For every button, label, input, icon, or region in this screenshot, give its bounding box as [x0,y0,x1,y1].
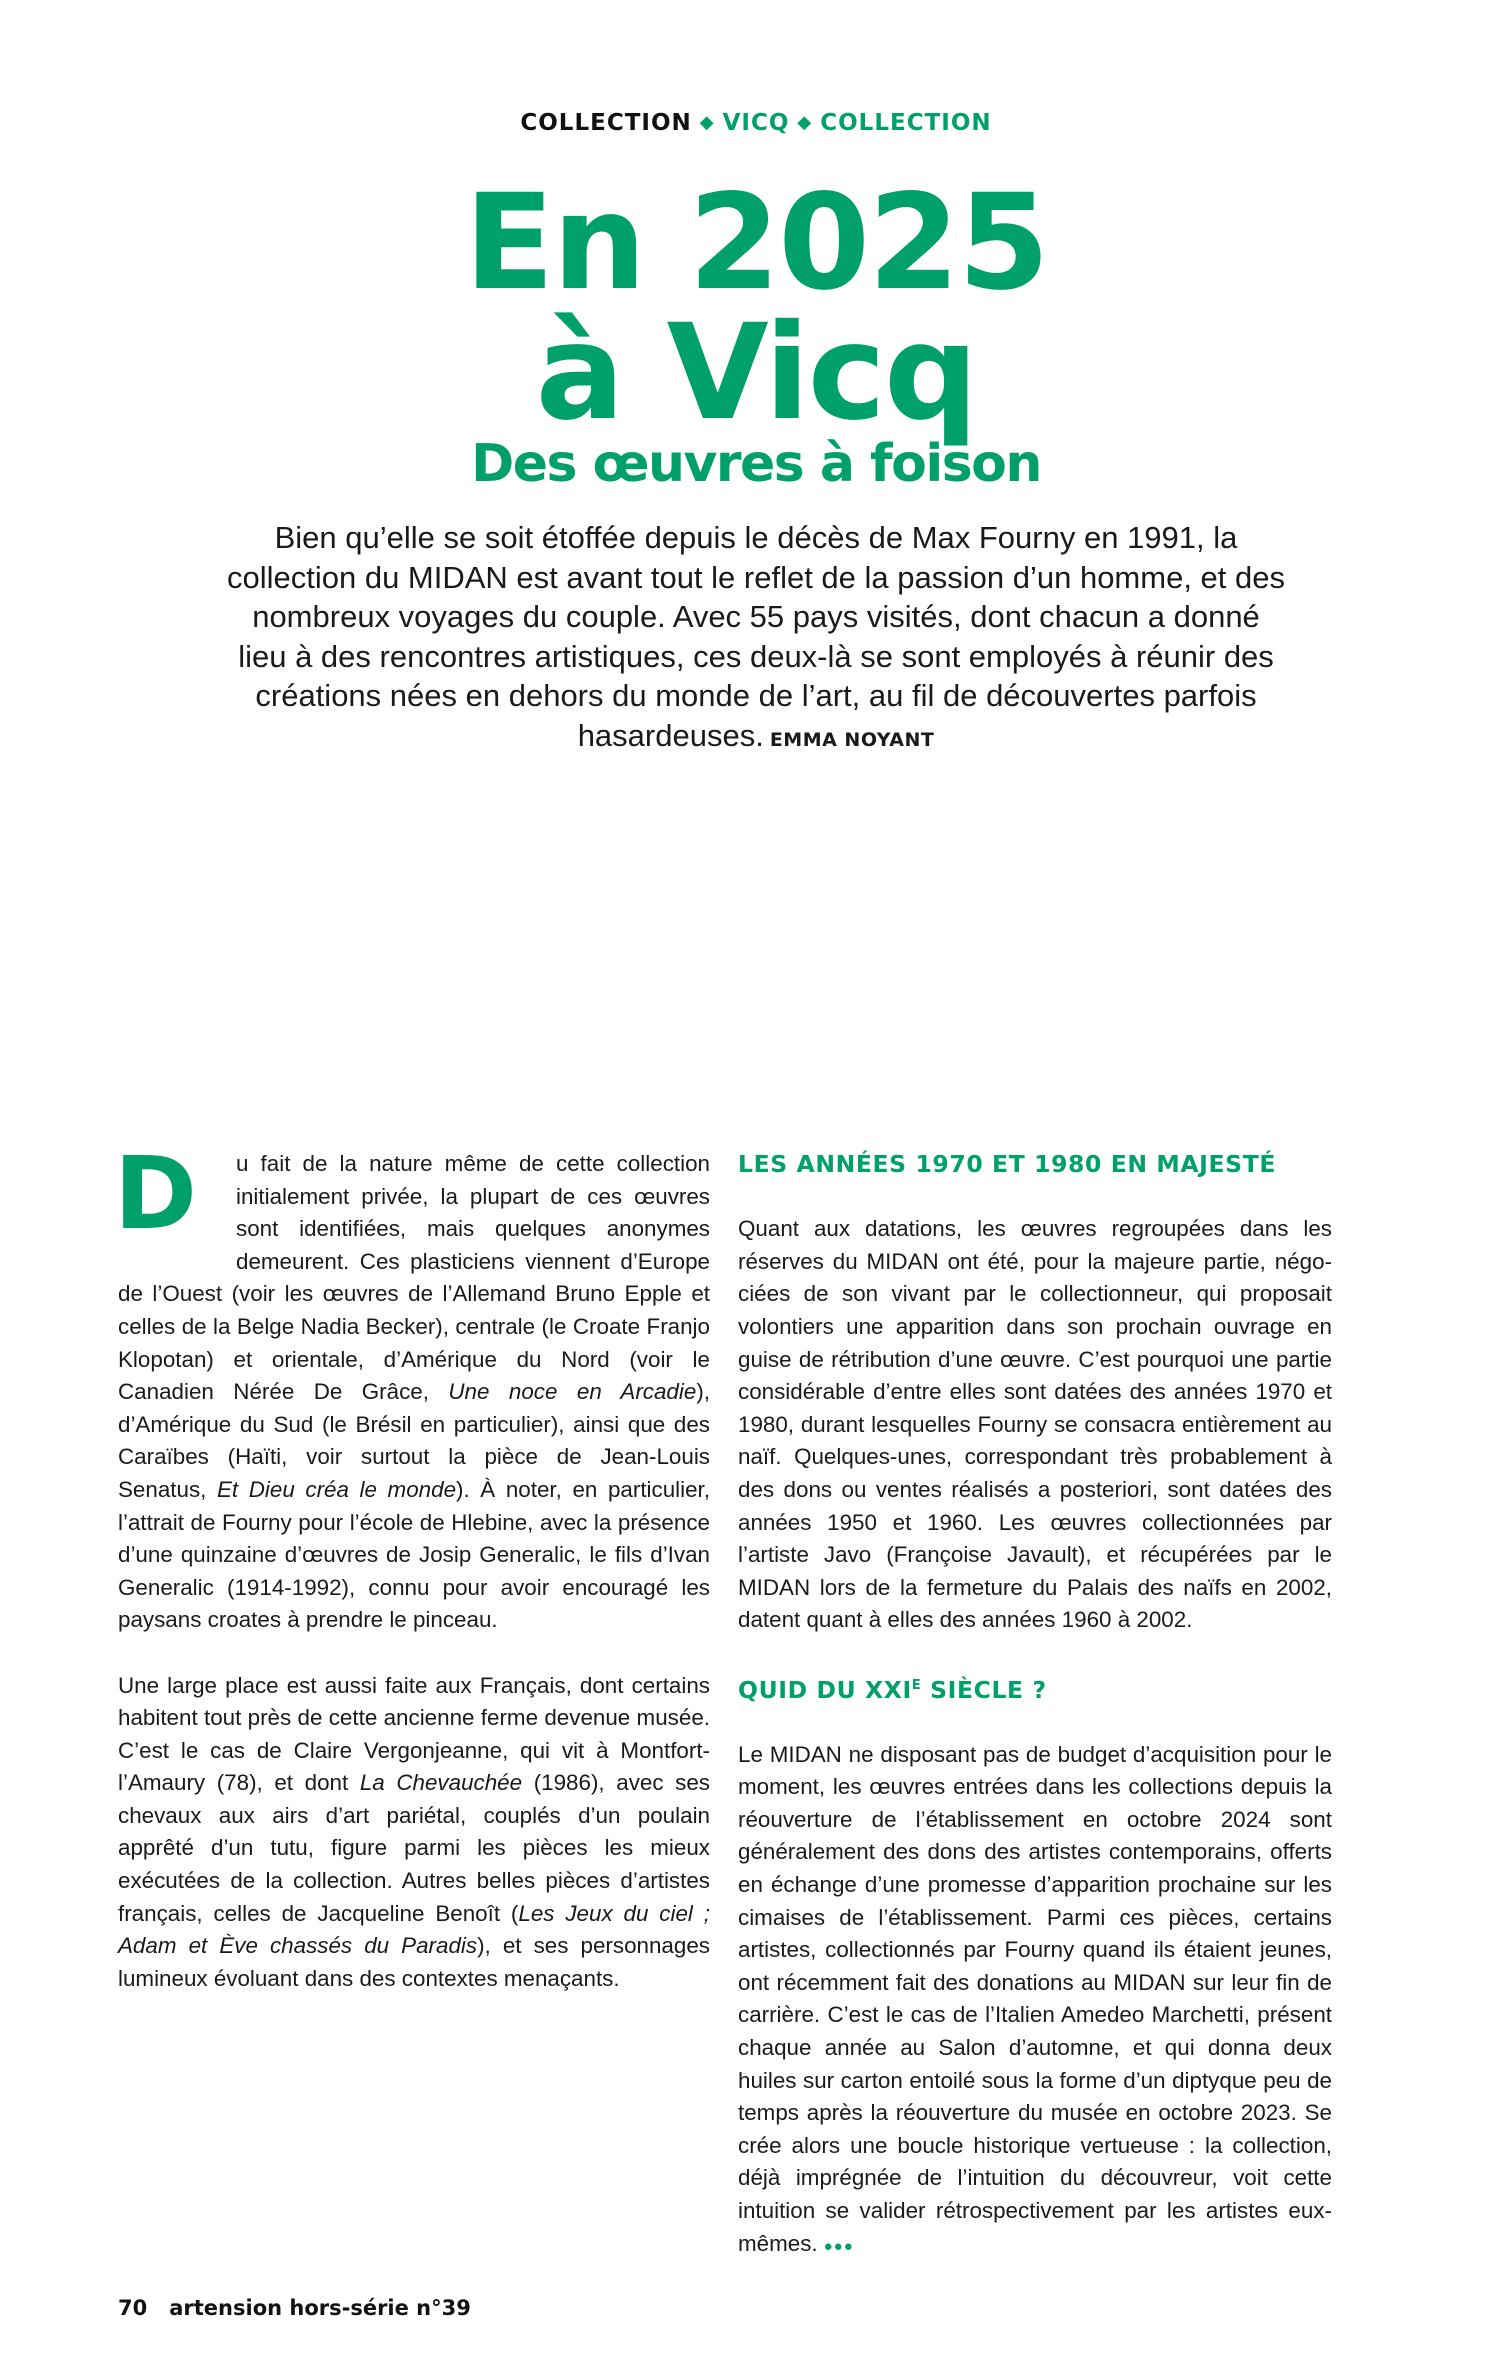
diamond-separator-icon: ◆ [797,112,813,133]
left-column [114,1135,710,2028]
headline-line-1: En 2025 [464,166,1048,320]
artwork-title: La Chevauchée [359,1770,523,1796]
lede-paragraph [226,518,1286,760]
lede-text: Bien qu’elle se soit étoffée depuis le décès de Max Fourny en 1991, la collection du MIDAN est avant tout le reflet de la passion d’un homme, et des nombreux voyages du couple. Avec 55 pays visités, dont chacun a donné lieu à des rencontres artistiques, ces deux-là se sont employés à réunir des créations nées en dehors du monde de l’art, au fil de découvertes parfois hasardeuses. [226,520,1285,753]
kicker-vicq: VICQ [722,110,790,136]
kicker-collection-2: COLLECTION [820,110,992,136]
artwork-title: Et Dieu créa le monde [216,1476,457,1502]
headline-line-2: à Vicq [535,296,977,450]
page-footer [118,2296,471,2320]
publication-name: artension hors-série n°39 [169,2296,471,2320]
section-kicker [0,110,1512,136]
diamond-separator-icon: ◆ [699,112,715,133]
artwork-title: Une noce en Arcadie [448,1379,697,1405]
subtitle: Des œuvres à foison [471,434,1041,494]
drop-cap: D [114,1135,198,1252]
section-heading-xxie-siecle: QUID DU $XXI^E$ SIÈCLE ? [738,1675,1047,1704]
body-paragraph-4: Le MIDAN ne disposant pas de budget d’acquisition pour le moment, les œuvres entrées dans les collections depuis la réouverture de l’établissement en octobre 2024 sont généralement des dons des artistes contemporains, offerts en échange d’une promesse d’apparition prochaine sur les cimaises de l’établissement. Parmi ces pièces, certains artistes, collectionnés par Fourny quand ils étaient jeunes, ont récemment fait des donations au MIDAN sur leur fin de carrière. C’est le cas de l’Italien Amedeo Marchetti, présent chaque année au Salon d’automne, et qui donna deux huiles sur carton entoilé sous la forme d’un diptyque peu de temps après la réouverture du musée en octobre 2023. Se crée alors une boucle historique vertueuse : la collection, déjà imprégnée de l’intuition du découvreur, voit cette intuition se valider rétrospectivement par les artistes eux-mêmes. ●●● [738,1741,1332,2256]
author-byline: EMMA NOYANT [769,728,935,751]
body-paragraph-2: Une large place est aussi faite aux Français, dont certains habitent tout près de cette ancienne ferme devenue musée. C’est le cas de Claire Vergonjeanne, qui vit à Montfort-l’Amaury (78), et dont La Chevauchée (1986), avec ses chevaux aux airs d’art pariétal, couplés d’un poulain apprêté d’un tutu, figure parmi les pièces les mieux exécutées de la collection. Autres belles pièces d’artistes français, celles de Jacqueline Benoît (Les Jeux du ciel ; Adam et Ève chassés du Paradis), et ses personnages lumineux évoluant dans des contextes menaçants. [118,1672,710,1991]
body-paragraph-3: Quant aux datations, les œuvres regroupées dans les réserves du MIDAN ont été, pour la majeure partie, négociées de son vivant par le collectionneur, qui proposait volontiers une apparition dans son prochain ouvrage en guise de rétribution d’une œuvre. C’est pourquoi une partie considérable d’entre elles sont datées des années 1970 et 1980, durant lesquelles Fourny se consacra entièrement au naïf. Quelques-unes, correspondant très probablement à des dons ou ventes réalisés a posteriori, sont datées des années 1950 et 1960. Les œuvres collectionnées par l’artiste Javo (Françoise Javault), et récupérées par le MIDAN lors de la fermeture du Palais des naïfs en 2002, datent quant à elles des années 1960 à 2002. [738,1216,1332,1633]
section-heading-1970-1980: LES ANNÉES 1970 ET 1980 EN MAJESTÉ [738,1150,1276,1178]
kicker-collection: COLLECTION [520,110,692,136]
end-of-article-dots-icon: ●●● [823,2237,854,2255]
body-paragraph-1: D u fait de la nature même de cette collection initialement privée, la plupart de ces œuvres sont identifiées, mais quelques anonymes demeurent. Ces plasticiens viennent d’Europe de l’Ouest (voir les œuvres de l’Allemand Bruno Epple et celles de la Belge Nadia Becker), centrale (le Croate Franjo Klopotan) et orientale, d’Amérique du Nord (voir le Canadien Nérée De Grâce, Une noce en Arcadie), d’Amérique du Sud (le Brésil en particulier), ainsi que des Caraïbes (Haïti, voir surtout la pièce de Jean-Louis Senatus, Et Dieu créa le monde). À noter, en particulier, l’attrait de Fourny pour l’école de Hlebine, avec la présence d’une quinzaine d’œuvres de Josip Generalic, le fils d’Ivan Generalic (1914-1992), connu pour avoir encouragé les paysans croates à prendre le pinceau. [114,1135,710,1633]
right-column [738,1148,1332,2296]
artwork-title: Les Jeux du ciel ; Adam et Ève chassés du Paradis [118,1900,710,1959]
page-number: 70 [118,2296,148,2320]
